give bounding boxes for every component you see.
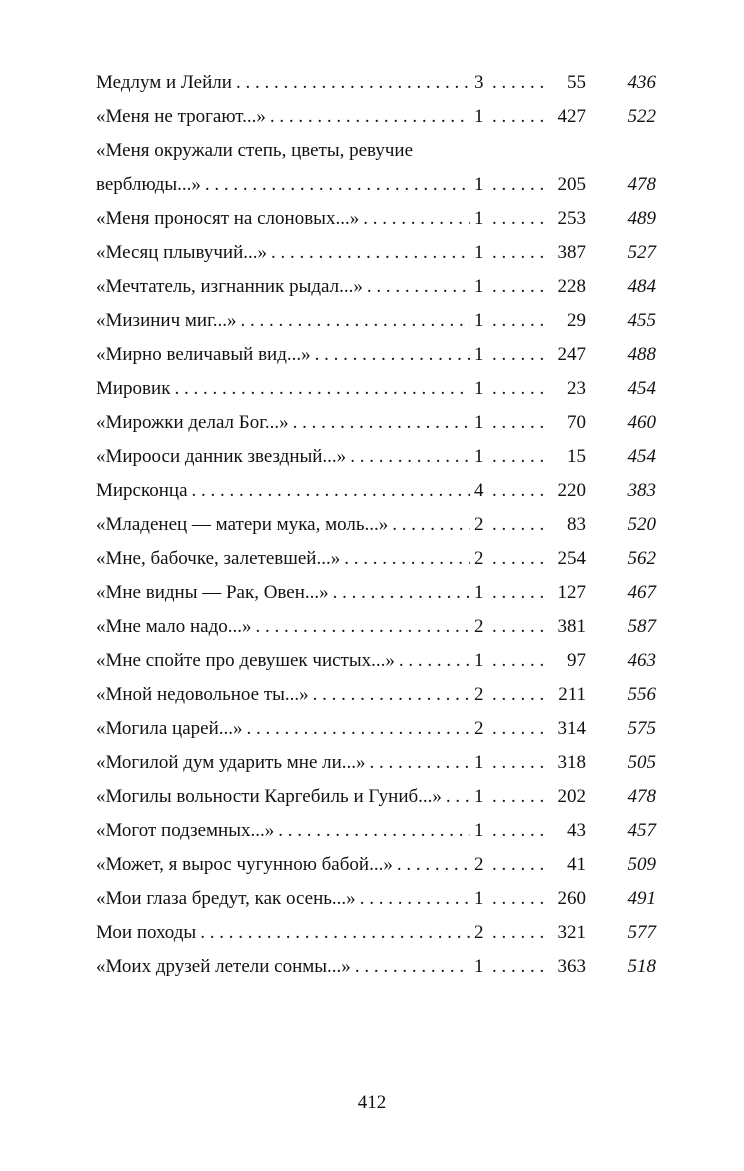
- entry-volume: 2: [474, 548, 484, 569]
- dot-leader: [350, 440, 470, 474]
- entry-page: 363: [557, 956, 586, 977]
- index-entry: [96, 270, 656, 304]
- entry-volume: 3: [474, 72, 484, 93]
- entry-page: 41: [567, 854, 586, 875]
- commentary-page: 509: [627, 854, 656, 875]
- entry-title: «Мне мало надо...»: [96, 616, 252, 637]
- entry-title: «Мизинич миг...»: [96, 310, 237, 331]
- entry-title: «Мечтатель, изгнанник рыдал...»: [96, 276, 363, 297]
- entry-title: «Мне, бабочке, залетевшей...»: [96, 548, 341, 569]
- index-entry: [96, 848, 656, 882]
- dot-leader: [240, 304, 470, 338]
- commentary-page: 478: [627, 786, 656, 807]
- commentary-page: 527: [627, 242, 656, 263]
- dot-leader: [492, 236, 548, 270]
- entry-page: 254: [557, 548, 586, 569]
- dot-leader: [200, 916, 470, 950]
- index-entry: [96, 134, 656, 202]
- dot-leader: [492, 270, 548, 304]
- index-entry: [96, 746, 656, 780]
- dot-leader: [492, 644, 548, 678]
- dot-leader: [271, 236, 470, 270]
- commentary-page: 556: [627, 684, 656, 705]
- dot-leader: [492, 950, 548, 984]
- entry-page: 220: [557, 480, 586, 501]
- entry-volume: 2: [474, 684, 484, 705]
- dot-leader: [492, 406, 548, 440]
- entry-title: Мирсконца: [96, 480, 188, 501]
- entry-page: 97: [567, 650, 586, 671]
- index-entry: [96, 882, 656, 916]
- commentary-page: 467: [627, 582, 656, 603]
- dot-leader: [344, 542, 470, 576]
- commentary-page: 454: [627, 446, 656, 467]
- entry-volume: 1: [474, 106, 484, 127]
- dot-leader: [492, 576, 548, 610]
- index-entry: [96, 406, 656, 440]
- index-entry: [96, 508, 656, 542]
- entry-page: 15: [567, 446, 586, 467]
- entry-page: 260: [557, 888, 586, 909]
- commentary-page: 491: [627, 888, 656, 909]
- index-entry: [96, 236, 656, 270]
- entry-page: 247: [557, 344, 586, 365]
- entry-volume: 2: [474, 922, 484, 943]
- entry-title: Мировик: [96, 378, 171, 399]
- entry-volume: 1: [474, 786, 484, 807]
- entry-title: «Могилой дум ударить мне ли...»: [96, 752, 366, 773]
- entry-page: 318: [557, 752, 586, 773]
- dot-leader: [492, 304, 548, 338]
- commentary-page: 383: [627, 480, 656, 501]
- commentary-page: 454: [627, 378, 656, 399]
- dot-leader: [313, 678, 470, 712]
- entry-page: 127: [557, 582, 586, 603]
- commentary-page: 436: [627, 72, 656, 93]
- commentary-page: 505: [627, 752, 656, 773]
- dot-leader: [355, 950, 470, 984]
- commentary-page: 518: [627, 956, 656, 977]
- commentary-page: 489: [627, 208, 656, 229]
- entry-title: «Могот подземных...»: [96, 820, 275, 841]
- commentary-page: 522: [627, 106, 656, 127]
- dot-leader: [492, 678, 548, 712]
- dot-leader: [492, 712, 548, 746]
- entry-title: «Мне спойте про девушек чистых...»: [96, 650, 395, 671]
- entry-volume: 1: [474, 242, 484, 263]
- dot-leader: [392, 508, 470, 542]
- dot-leader: [492, 440, 548, 474]
- dot-leader: [315, 338, 470, 372]
- index-entry: [96, 440, 656, 474]
- dot-leader: [492, 848, 548, 882]
- commentary-page: 484: [627, 276, 656, 297]
- dot-leader: [492, 882, 548, 916]
- index-entry: [96, 542, 656, 576]
- index-entry: [96, 576, 656, 610]
- dot-leader: [492, 202, 548, 236]
- commentary-page: 455: [627, 310, 656, 331]
- dot-leader: [492, 372, 548, 406]
- entry-page: 70: [567, 412, 586, 433]
- dot-leader: [278, 814, 470, 848]
- entry-volume: 1: [474, 650, 484, 671]
- dot-leader: [333, 576, 470, 610]
- entry-volume: 1: [474, 174, 484, 195]
- entry-title: «Моих друзей летели сонмы...»: [96, 956, 351, 977]
- dot-leader: [363, 202, 470, 236]
- index-entry: [96, 916, 656, 950]
- entry-volume: 2: [474, 718, 484, 739]
- entry-page: 314: [557, 718, 586, 739]
- dot-leader: [293, 406, 470, 440]
- page-number: 412: [357, 1092, 387, 1113]
- entry-title: Мои походы: [96, 922, 197, 943]
- entry-page: 211: [558, 684, 586, 705]
- entry-volume: 2: [474, 514, 484, 535]
- entry-page: 321: [557, 922, 586, 943]
- entry-page: 381: [557, 616, 586, 637]
- commentary-page: 478: [627, 174, 656, 195]
- entry-title: «Мной недовольное ты...»: [96, 684, 309, 705]
- index-entry: [96, 304, 656, 338]
- dot-leader: [492, 780, 548, 814]
- entry-volume: 1: [474, 752, 484, 773]
- entry-title: «Мои глаза бредут, как осень...»: [96, 888, 356, 909]
- index-entry: [96, 372, 656, 406]
- index-entry: [96, 100, 656, 134]
- entry-title: «Месяц плывучий...»: [96, 242, 268, 263]
- commentary-page: 488: [627, 344, 656, 365]
- entry-page: 427: [557, 106, 586, 127]
- commentary-page: 460: [627, 412, 656, 433]
- entry-page: 29: [567, 310, 586, 331]
- index-entry: [96, 474, 656, 508]
- entry-volume: 1: [474, 344, 484, 365]
- dot-leader: [492, 338, 548, 372]
- entry-page: 387: [557, 242, 586, 263]
- entry-volume: 1: [474, 446, 484, 467]
- dot-leader: [492, 100, 548, 134]
- entry-title: «Меня проносят на слоновых...»: [96, 208, 360, 229]
- commentary-page: 577: [627, 922, 656, 943]
- entry-page: 55: [567, 72, 586, 93]
- entry-title: «Мирно величавый вид...»: [96, 344, 311, 365]
- dot-leader: [492, 66, 548, 100]
- entry-volume: 1: [474, 412, 484, 433]
- dot-leader: [367, 270, 470, 304]
- entry-volume: 1: [474, 582, 484, 603]
- dot-leader: [492, 474, 548, 508]
- index-entry: [96, 814, 656, 848]
- index-entry: [96, 202, 656, 236]
- index-entry: [96, 678, 656, 712]
- commentary-page: 575: [627, 718, 656, 739]
- dot-leader: [492, 814, 548, 848]
- index-list: [96, 66, 656, 984]
- dot-leader: [492, 916, 548, 950]
- entry-volume: 1: [474, 276, 484, 297]
- index-entry: [96, 610, 656, 644]
- dot-leader: [446, 780, 470, 814]
- entry-volume: 1: [474, 208, 484, 229]
- entry-title: «Мне видны — Рак, Овен...»: [96, 582, 329, 603]
- entry-page: 23: [567, 378, 586, 399]
- entry-page: 228: [557, 276, 586, 297]
- entry-page: 43: [567, 820, 586, 841]
- entry-volume: 1: [474, 378, 484, 399]
- index-entry: [96, 66, 656, 100]
- dot-leader: [270, 100, 470, 134]
- commentary-page: 562: [627, 548, 656, 569]
- dot-leader: [247, 712, 471, 746]
- entry-volume: 2: [474, 854, 484, 875]
- entry-volume: 1: [474, 956, 484, 977]
- entry-title: «Младенец — матери мука, моль...»: [96, 514, 389, 535]
- dot-leader: [205, 168, 470, 202]
- entry-page: 205: [557, 174, 586, 195]
- commentary-page: 457: [627, 820, 656, 841]
- index-entry: [96, 950, 656, 984]
- commentary-page: 520: [627, 514, 656, 535]
- dot-leader: [397, 848, 470, 882]
- entry-volume: 1: [474, 820, 484, 841]
- entry-page: 202: [557, 786, 586, 807]
- entry-title: «Может, я вырос чугунною бабой...»: [96, 854, 393, 875]
- dot-leader: [399, 644, 470, 678]
- entry-volume: 1: [474, 888, 484, 909]
- entry-volume: 1: [474, 310, 484, 331]
- index-entry: [96, 712, 656, 746]
- entry-title: «Мирожки делал Бог...»: [96, 412, 289, 433]
- entry-title: верблюды...»: [96, 174, 201, 195]
- entry-page: 253: [557, 208, 586, 229]
- dot-leader: [360, 882, 470, 916]
- dot-leader: [236, 66, 470, 100]
- index-entry: [96, 338, 656, 372]
- entry-title: «Могила царей...»: [96, 718, 243, 739]
- commentary-page: 587: [627, 616, 656, 637]
- entry-title: «Меня не трогают...»: [96, 106, 266, 127]
- dot-leader: [256, 610, 471, 644]
- entry-title: Медлум и Лейли: [96, 72, 232, 93]
- dot-leader: [174, 372, 470, 406]
- dot-leader: [492, 610, 548, 644]
- index-entry: [96, 644, 656, 678]
- entry-page: 83: [567, 514, 586, 535]
- dot-leader: [192, 474, 470, 508]
- dot-leader: [492, 746, 548, 780]
- dot-leader: [370, 746, 470, 780]
- entry-volume: 4: [474, 480, 484, 501]
- dot-leader: [492, 168, 548, 202]
- dot-leader: [492, 542, 548, 576]
- dot-leader: [492, 508, 548, 542]
- entry-title: «Могилы вольности Каргебиль и Гуниб...»: [96, 786, 442, 807]
- entry-volume: 2: [474, 616, 484, 637]
- entry-title: «Мирооси данник звездный...»: [96, 446, 347, 467]
- commentary-page: 463: [627, 650, 656, 671]
- entry-title-line1: «Меня окружали степь, цветы, ревучие: [96, 140, 414, 161]
- index-entry: [96, 780, 656, 814]
